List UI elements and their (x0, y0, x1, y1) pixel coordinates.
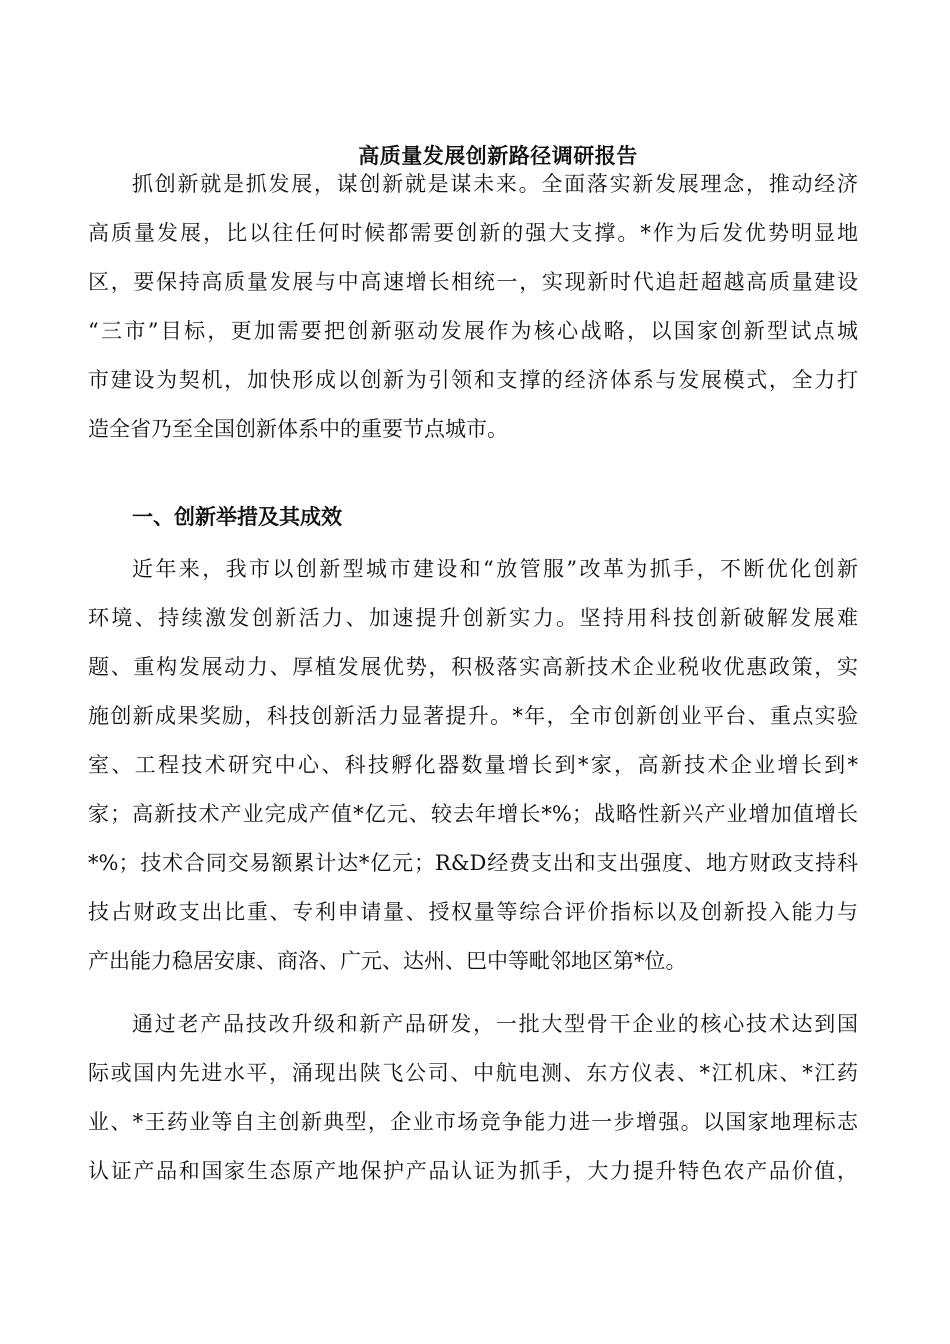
intro-paragraph (88, 160, 858, 454)
text-line: 业、*王药业等自主创新典型，企业市场竞争能力进一步增强。以国家地理标志 (88, 1110, 858, 1134)
text-line: 际或国内先进水平，涌现出陕飞公司、中航电测、东方仪表、*江机床、*江药 (88, 1061, 858, 1085)
text-line: 高质量发展，比以往任何时候都需要创新的强大支撑。*作为后发优势明显地 (88, 221, 858, 245)
text-line: 通过老产品技改升级和新产品研发，一批大型骨干企业的核心技术达到国 (132, 1012, 858, 1036)
text-line: 室、工程技术研究中心、科技孵化器数量增长到*家，高新技术企业增长到* (88, 753, 858, 777)
text-line: 环境、持续激发创新活力、加速提升创新实力。坚持用科技创新破解发展难 (88, 606, 858, 630)
text-line: *%；技术合同交易额累计达*亿元；R&D经费支出和支出强度、地方财政支持科 (88, 851, 858, 875)
text-line: 技占财政支出比重、专利申请量、授权量等综合评价指标以及创新投入能力与 (88, 900, 858, 924)
document-title: 高质量发展创新路径调研报告 (358, 143, 638, 168)
text-line: 认证产品和国家生态原产地保护产品认证为抓手，大力提升特色农产品价值， (88, 1159, 858, 1183)
text-line: 造全省乃至全国创新体系中的重要节点城市。 (88, 417, 508, 441)
text-line: 近年来，我市以创新型城市建设和“放管服”改革为抓手，不断优化创新 (132, 557, 858, 581)
text-line: 家；高新技术产业完成产值*亿元、较去年增长*%；战略性新兴产业增加值增长 (88, 802, 858, 826)
text-line: 市建设为契机，加快形成以创新为引领和支撑的经济体系与发展模式，全力打 (88, 368, 858, 392)
section-heading: 一、创新举措及其成效 (132, 504, 342, 529)
text-line: 题、重构发展动力、厚植发展优势，积极落实高新技术企业税收优惠政策，实 (88, 655, 858, 679)
section1-paragraph-2 (88, 1000, 858, 1196)
section-heading-block (88, 492, 858, 541)
text-line: 区，要保持高质量发展与中高速增长相统一，实现新时代追赶超越高质量建设 (88, 270, 858, 294)
text-line: 施创新成果奖励，科技创新活力显著提升。*年，全市创新创业平台、重点实验 (88, 704, 858, 728)
text-line: “三市”目标，更加需要把创新驱动发展作为核心战略，以国家创新型试点城 (88, 319, 858, 343)
text-line: 抓创新就是抓发展，谋创新就是谋未来。全面落实新发展理念，推动经济 (132, 172, 858, 196)
section1-paragraph-1 (88, 545, 858, 986)
text-line: 产出能力稳居安康、商洛、广元、达州、巴中等毗邻地区第*位。 (88, 949, 687, 973)
